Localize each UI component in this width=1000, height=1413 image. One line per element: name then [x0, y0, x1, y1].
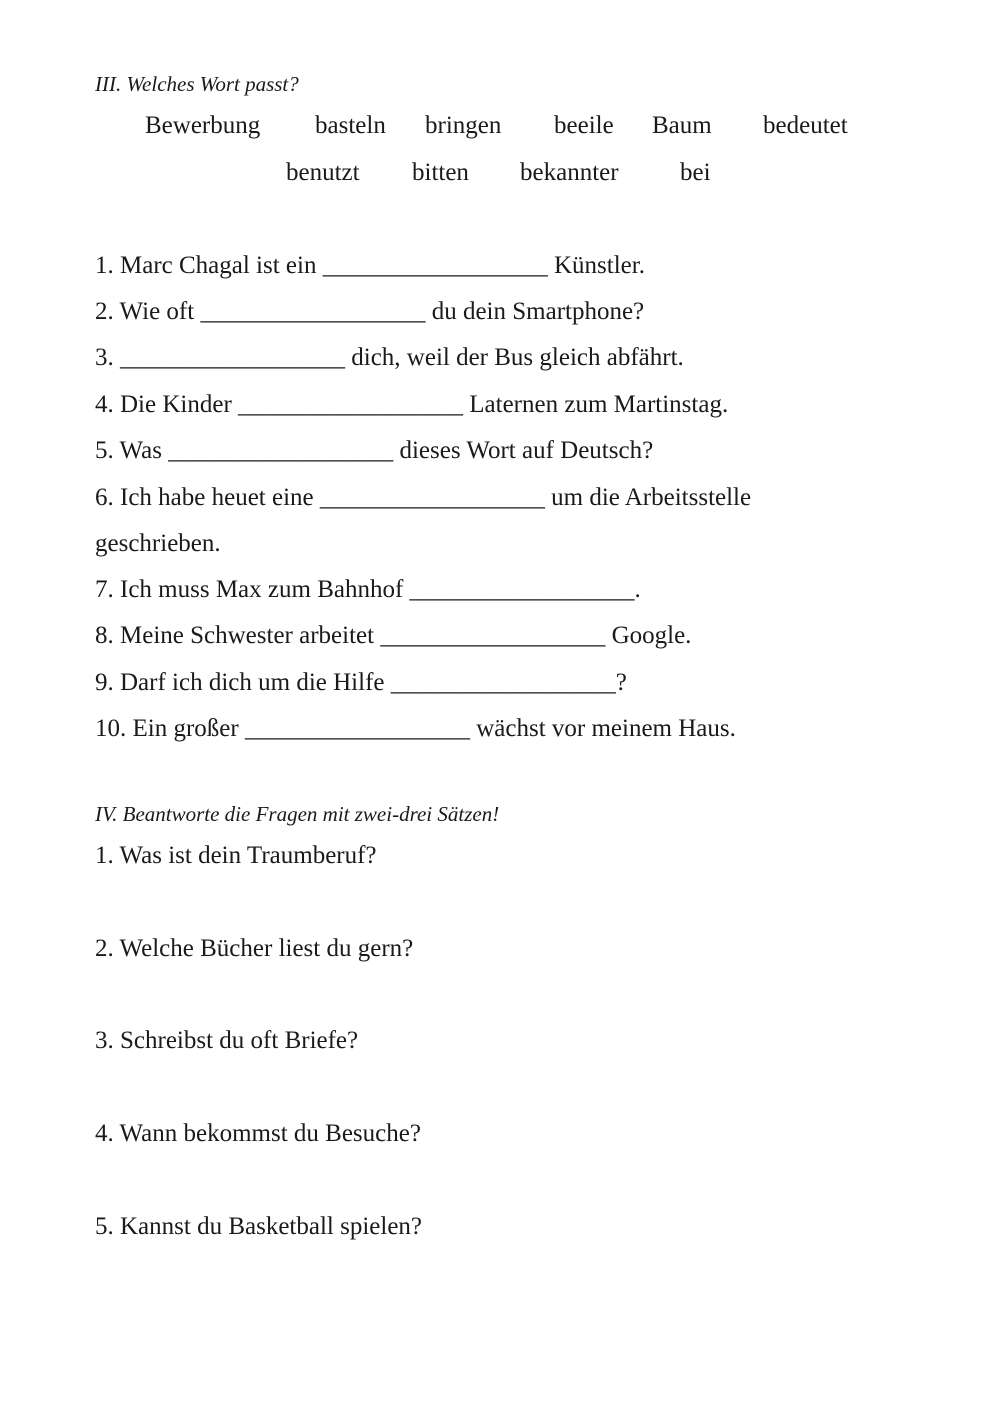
- question-5: 5. Kannst du Basketball spielen?: [95, 1213, 423, 1240]
- section-3-heading: III. Welches Wort passt?: [95, 72, 299, 96]
- word-bank-item: bekannter: [520, 159, 619, 186]
- sentence-2: 2. Wie oft __________________ du dein Smartphone?: [95, 298, 645, 325]
- sentence-6: 6. Ich habe heuet eine __________________ um die Arbeitsstelle: [95, 484, 752, 511]
- sentence-6-continuation: geschrieben.: [95, 530, 221, 557]
- word-bank-item: bei: [680, 159, 711, 186]
- word-bank-item: bitten: [412, 159, 469, 186]
- section-4-heading: IV. Beantworte die Fragen mit zwei-drei Sätzen!: [95, 802, 500, 826]
- word-bank-item: Bewerbung: [145, 112, 261, 139]
- word-bank-item: beeile: [554, 112, 614, 139]
- word-bank-item: benutzt: [286, 159, 360, 186]
- sentence-4: 4. Die Kinder __________________ Laternen zum Martinstag.: [95, 391, 729, 418]
- sentence-7: 7. Ich muss Max zum Bahnhof __________________.: [95, 576, 641, 603]
- question-4: 4. Wann bekommst du Besuche?: [95, 1120, 421, 1147]
- question-2: 2. Welche Bücher liest du gern?: [95, 935, 414, 962]
- sentence-9: 9. Darf ich dich um die Hilfe __________________?: [95, 669, 627, 696]
- word-bank-item: bedeutet: [763, 112, 848, 139]
- question-3: 3. Schreibst du oft Briefe?: [95, 1027, 359, 1054]
- sentence-10: 10. Ein großer __________________ wächst vor meinem Haus.: [95, 715, 736, 742]
- word-bank-item: basteln: [315, 112, 386, 139]
- question-1: 1. Was ist dein Traumberuf?: [95, 842, 377, 869]
- word-bank-item: bringen: [425, 112, 502, 139]
- sentence-1: 1. Marc Chagal ist ein __________________ Künstler.: [95, 252, 645, 279]
- sentence-5: 5. Was __________________ dieses Wort auf Deutsch?: [95, 437, 654, 464]
- sentence-3: 3. __________________ dich, weil der Bus gleich abfährt.: [95, 344, 684, 371]
- sentence-8: 8. Meine Schwester arbeitet __________________ Google.: [95, 622, 692, 649]
- word-bank-item: Baum: [652, 112, 712, 139]
